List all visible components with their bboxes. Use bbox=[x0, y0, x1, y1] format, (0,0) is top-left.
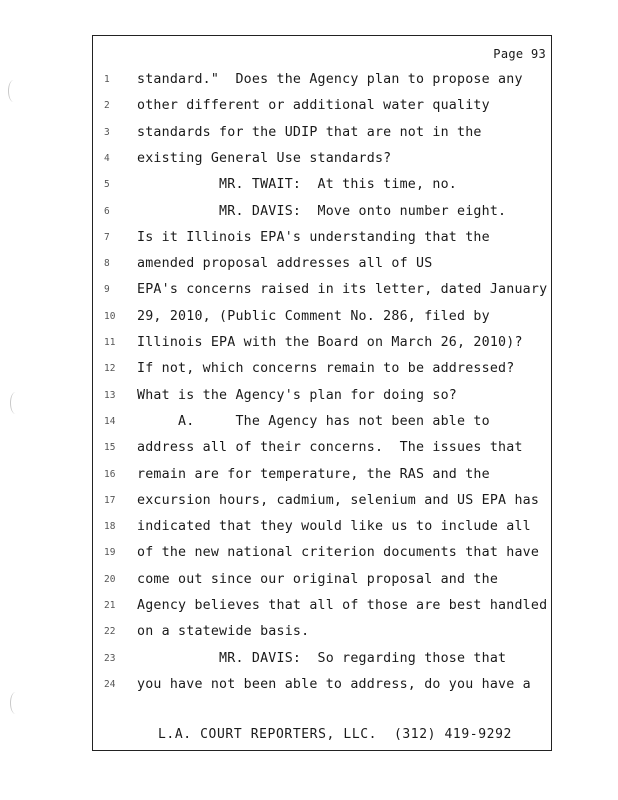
transcript-line: MR. TWAIT: At this time, no. bbox=[137, 177, 458, 193]
line-number: 2 bbox=[104, 100, 110, 112]
line-number: 12 bbox=[104, 363, 116, 375]
transcript-line: A. The Agency has not been able to bbox=[137, 413, 490, 429]
page-label: Page bbox=[493, 47, 524, 61]
line-number: 9 bbox=[104, 284, 110, 296]
hole-punch-mark-middle bbox=[10, 392, 21, 414]
line-number: 13 bbox=[104, 389, 116, 401]
transcript-line: excursion hours, cadmium, selenium and US EPA has bbox=[137, 492, 540, 508]
transcript-line: existing General Use standards? bbox=[137, 150, 392, 166]
line-number: 1 bbox=[104, 74, 110, 85]
line-number: 18 bbox=[104, 521, 116, 533]
transcript-line: on a statewide basis. bbox=[137, 624, 310, 640]
line-number: 8 bbox=[104, 258, 110, 270]
transcript-line: MR. DAVIS: Move onto number eight. bbox=[137, 203, 507, 219]
line-number: 17 bbox=[104, 494, 116, 506]
transcript-line: come out since our original proposal and the bbox=[137, 571, 499, 587]
line-number: 3 bbox=[104, 126, 110, 138]
line-number: 22 bbox=[104, 626, 116, 638]
line-number: 4 bbox=[104, 152, 110, 164]
transcript-line: standards for the UDIP that are not in the bbox=[137, 124, 482, 140]
line-number: 5 bbox=[104, 179, 110, 191]
transcript-line: you have not been able to address, do you have a bbox=[137, 676, 531, 692]
court-reporter-footer: L.A. COURT REPORTERS, LLC. (312) 419-9292 bbox=[158, 727, 512, 742]
line-number: 11 bbox=[104, 337, 116, 348]
transcript-line: remain are for temperature, the RAS and the bbox=[137, 466, 490, 482]
line-number: 20 bbox=[104, 573, 116, 585]
transcript-line: other different or additional water quality bbox=[137, 98, 490, 114]
line-number: 21 bbox=[104, 600, 116, 611]
transcript-line: If not, which concerns remain to be addressed? bbox=[137, 361, 515, 377]
line-number: 7 bbox=[104, 231, 110, 243]
transcript-line: Is it Illinois EPA's understanding that the bbox=[137, 229, 490, 245]
line-number: 24 bbox=[104, 678, 116, 690]
transcript-line: address all of their concerns. The issues that bbox=[137, 440, 523, 456]
line-number: 23 bbox=[104, 652, 116, 664]
line-number: 6 bbox=[104, 205, 110, 217]
hole-punch-mark-bottom bbox=[10, 692, 21, 714]
line-number: 14 bbox=[104, 415, 116, 427]
transcript-line: indicated that they would like us to include all bbox=[137, 519, 531, 535]
hole-punch-mark-top bbox=[8, 80, 19, 102]
transcript-line: MR. DAVIS: So regarding those that bbox=[137, 650, 507, 666]
transcript-line: Agency believes that all of those are best handled bbox=[137, 598, 548, 613]
page-number-value: 93 bbox=[530, 47, 546, 61]
transcript-line: amended proposal addresses all of US bbox=[137, 256, 433, 272]
line-number: 16 bbox=[104, 468, 116, 480]
transcript-line: 29, 2010, (Public Comment No. 286, filed by bbox=[137, 308, 490, 324]
line-number: 15 bbox=[104, 442, 116, 454]
line-number: 10 bbox=[104, 310, 116, 322]
transcript-line: What is the Agency's plan for doing so? bbox=[137, 387, 458, 403]
transcript-line: Illinois EPA with the Board on March 26, 2010)? bbox=[137, 335, 523, 350]
line-number: 19 bbox=[104, 547, 116, 559]
transcript-line: EPA's concerns raised in its letter, dated January bbox=[137, 282, 548, 298]
transcript-line: standard." Does the Agency plan to propose any bbox=[137, 72, 523, 87]
transcript-line: of the new national criterion documents that have bbox=[137, 545, 540, 561]
page-number bbox=[493, 47, 546, 61]
